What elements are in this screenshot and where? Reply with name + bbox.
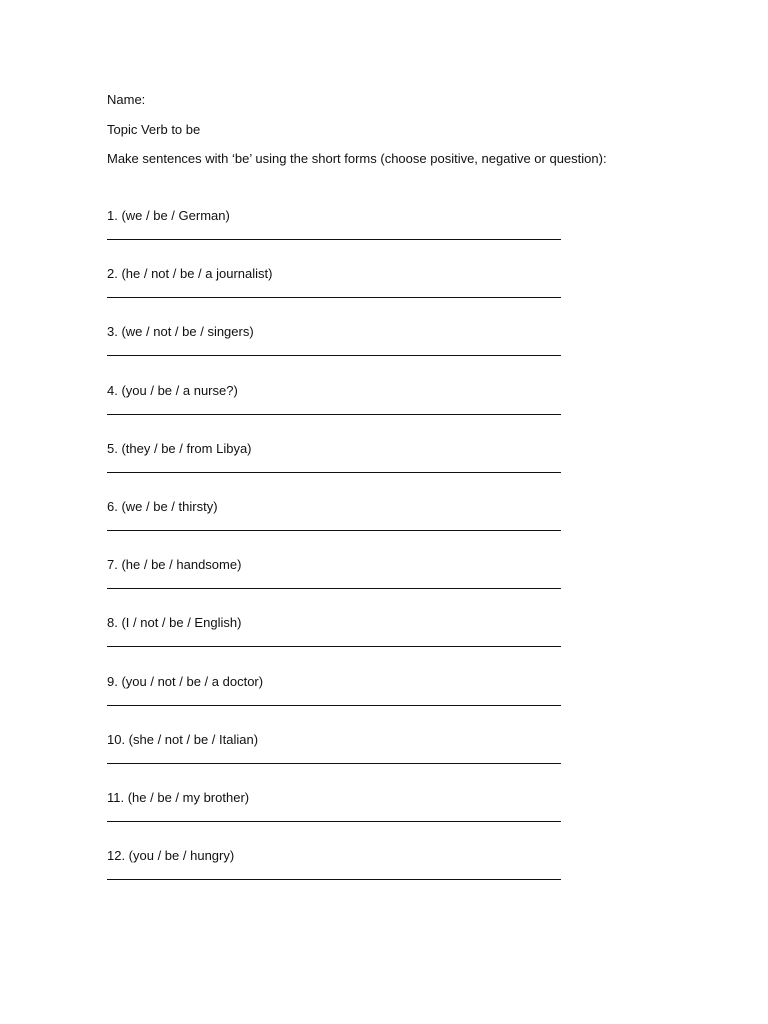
exercise-prompt: 1. (we / be / German)	[107, 208, 230, 223]
topic-title: Topic Verb to be	[107, 122, 201, 137]
exercise-prompt: 11. (he / be / my brother)	[107, 789, 250, 805]
exercise-item	[107, 673, 567, 731]
answer-line[interactable]	[107, 762, 561, 764]
exercise-prompt: 4. (you / be / a nurse?)	[107, 382, 238, 398]
exercise-item	[107, 382, 567, 440]
exercise-item	[107, 789, 567, 847]
answer-line[interactable]	[107, 238, 561, 240]
answer-line[interactable]	[107, 529, 561, 531]
exercise-item	[107, 265, 567, 323]
name-label: Name:	[107, 92, 146, 107]
exercise-item	[107, 847, 567, 905]
exercise-item	[107, 440, 567, 498]
exercise-item	[107, 556, 567, 614]
answer-line[interactable]	[107, 587, 561, 589]
answer-line[interactable]	[107, 645, 561, 647]
instructions: Make sentences with ‘be’ using the short forms (choose positive, negative or question):	[107, 151, 607, 166]
exercise-item	[107, 614, 567, 672]
exercise-prompt: 6. (we / be / thirsty)	[107, 498, 218, 514]
exercise-item	[107, 207, 567, 265]
exercise-prompt: 2. (he / not / be / a journalist)	[107, 266, 273, 282]
exercise-item	[107, 323, 567, 381]
exercise-prompt: 7. (he / be / handsome)	[107, 557, 242, 573]
worksheet-page	[107, 91, 607, 905]
exercise-item	[107, 498, 567, 556]
exercise-prompt: 10. (she / not / be / Italian)	[107, 731, 259, 747]
exercise-prompt: 5. (they / be / from Libya)	[107, 440, 252, 456]
answer-line[interactable]	[107, 820, 561, 822]
exercise-prompt: 12. (you / be / hungry)	[107, 848, 235, 864]
exercise-prompt: 3. (we / not / be / singers)	[107, 324, 254, 340]
answer-line[interactable]	[107, 354, 561, 356]
exercise-prompt: 8. (I / not / be / English)	[107, 615, 242, 631]
answer-line[interactable]	[107, 878, 561, 880]
answer-line[interactable]	[107, 296, 561, 298]
exercise-item	[107, 731, 567, 789]
answer-line[interactable]	[107, 471, 561, 473]
answer-line[interactable]	[107, 704, 561, 706]
answer-line[interactable]	[107, 413, 561, 415]
exercise-prompt: 9. (you / not / be / a doctor)	[107, 673, 264, 689]
